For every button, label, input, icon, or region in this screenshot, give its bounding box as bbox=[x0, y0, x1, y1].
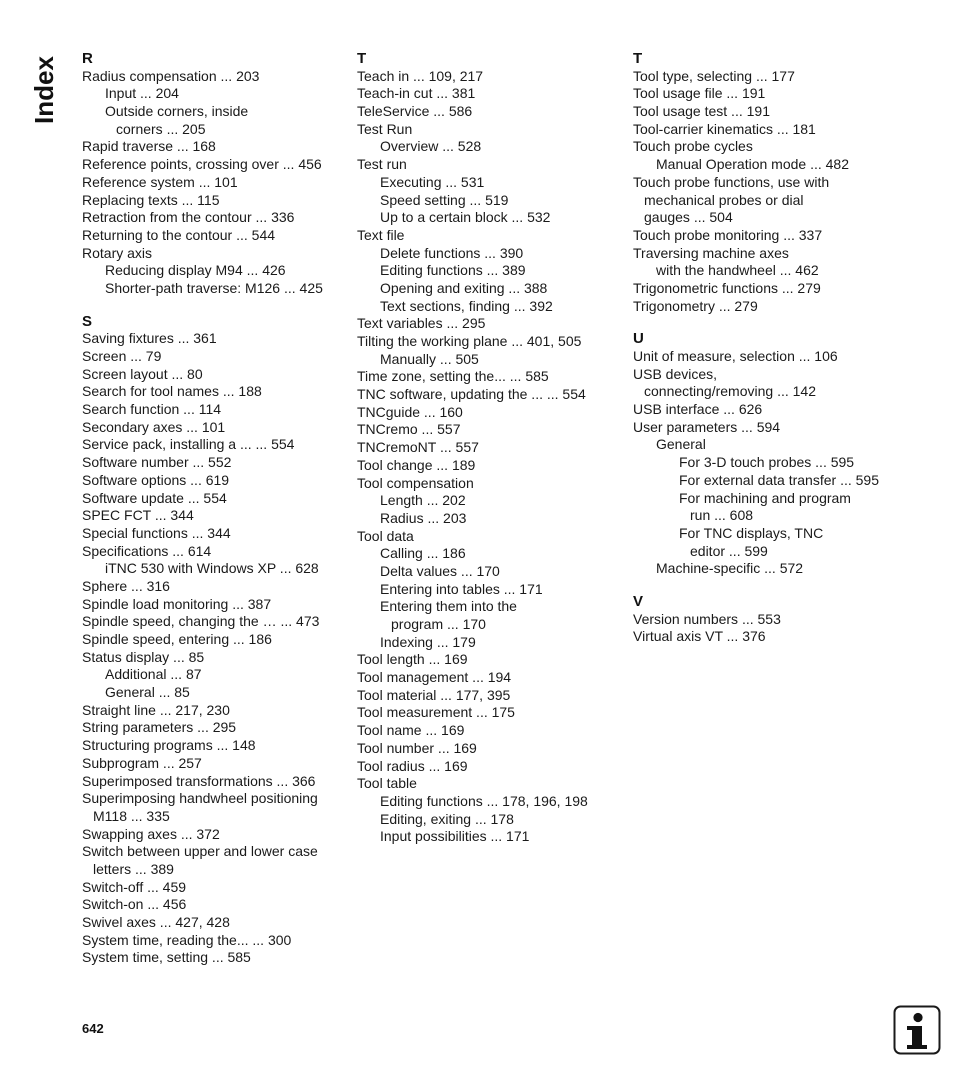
index-entry: For TNC displays, TNC bbox=[679, 524, 824, 541]
index-entry: Superimposing handwheel positioning bbox=[82, 790, 318, 807]
section-heading: T bbox=[357, 50, 367, 67]
index-entry: Speed setting ... 519 bbox=[380, 191, 509, 208]
index-entry: Length ... 202 bbox=[380, 492, 466, 509]
index-section bbox=[82, 313, 352, 967]
index-entry: For machining and program bbox=[679, 489, 851, 506]
index-entry: Outside corners, inside bbox=[105, 103, 249, 120]
index-entry: Screen layout ... 80 bbox=[82, 365, 203, 382]
index-entry: Tool type, selecting ... 177 bbox=[633, 67, 795, 84]
index-entry: Delete functions ... 390 bbox=[380, 244, 524, 261]
index-entry: Radius compensation ... 203 bbox=[82, 67, 260, 84]
index-entry: TNC software, updating the ... ... 554 bbox=[357, 386, 586, 403]
index-entry: For 3-D touch probes ... 595 bbox=[679, 454, 855, 471]
index-entry: Tool-carrier kinematics ... 181 bbox=[633, 120, 816, 137]
index-entry: Input possibilities ... 171 bbox=[380, 828, 530, 845]
index-section bbox=[633, 330, 903, 578]
index-entry: Reference system ... 101 bbox=[82, 173, 238, 190]
index-entry: System time, setting ... 585 bbox=[82, 949, 251, 966]
index-entry: User parameters ... 594 bbox=[633, 418, 781, 435]
index-entry: Replacing texts ... 115 bbox=[82, 191, 220, 208]
index-entry: Tool data bbox=[357, 527, 414, 544]
section-heading: V bbox=[633, 592, 644, 610]
index-entry: TNCremoNT ... 557 bbox=[357, 439, 479, 456]
index-entry: Entering them into the bbox=[380, 598, 517, 615]
index-entry: Overview ... 528 bbox=[380, 138, 482, 155]
index-entry: Virtual axis VT ... 376 bbox=[633, 628, 766, 645]
section-heading: S bbox=[82, 312, 93, 330]
index-entry: TNCguide ... 160 bbox=[357, 403, 463, 420]
index-entry: Tool radius ... 169 bbox=[357, 757, 468, 774]
index-entry: Tool usage test ... 191 bbox=[633, 103, 770, 120]
index-entry: Tool change ... 189 bbox=[357, 456, 476, 473]
index-entry: Search function ... 114 bbox=[82, 401, 222, 418]
index-entry: Tool table bbox=[357, 775, 417, 792]
index-entry: USB devices, bbox=[633, 365, 718, 382]
index-entry: Swapping axes ... 372 bbox=[82, 825, 220, 842]
index-entry: Spindle load monitoring ... 387 bbox=[82, 595, 272, 612]
index-section bbox=[82, 50, 352, 298]
index-entry: Text variables ... 295 bbox=[357, 315, 486, 332]
index-entry: Saving fixtures ... 361 bbox=[82, 330, 217, 347]
index-section bbox=[633, 50, 903, 315]
index-entry-continuation: letters ... 389 bbox=[93, 860, 174, 877]
index-entry: Unit of measure, selection ... 106 bbox=[633, 348, 838, 364]
index-entry: USB interface ... 626 bbox=[633, 401, 763, 418]
index-entry-continuation: connecting/removing ... 142 bbox=[644, 383, 816, 400]
index-entry: Spindle speed, changing the … ... 473 bbox=[82, 613, 320, 630]
index-entry: Tool name ... 169 bbox=[357, 722, 465, 739]
index-entry: Entering into tables ... 171 bbox=[380, 580, 543, 597]
index-entry: Specifications ... 614 bbox=[82, 542, 212, 559]
index-entry: Manual Operation mode ... 482 bbox=[656, 156, 850, 173]
index-entry: Opening and exiting ... 388 bbox=[380, 279, 548, 296]
info-icon bbox=[893, 1005, 941, 1055]
index-entry: Text file bbox=[357, 226, 405, 243]
index-entry: Software number ... 552 bbox=[82, 454, 232, 471]
index-entry: Tool measurement ... 175 bbox=[357, 704, 515, 721]
index-entry: Service pack, installing a ... ... 554 bbox=[82, 436, 295, 453]
index-entry: Sphere ... 316 bbox=[82, 577, 170, 594]
index-entry: Input ... 204 bbox=[105, 85, 179, 102]
index-entry: General bbox=[656, 436, 706, 453]
index-entry: Straight line ... 217, 230 bbox=[82, 701, 230, 718]
page-number: 642 bbox=[82, 1021, 104, 1036]
index-entry: Switch-off ... 459 bbox=[82, 878, 187, 895]
index-column-3 bbox=[633, 50, 903, 661]
index-entry: General ... 85 bbox=[105, 684, 190, 701]
index-entry: Tilting the working plane ... 401, 505 bbox=[357, 333, 582, 349]
index-entry: Superimposed transformations ... 366 bbox=[82, 772, 316, 789]
section-heading: U bbox=[633, 330, 644, 348]
index-entry: Structuring programs ... 148 bbox=[82, 737, 256, 754]
index-entry: Switch between upper and lower case bbox=[82, 843, 318, 860]
index-entry: Secondary axes ... 101 bbox=[82, 418, 226, 435]
index-entry-continuation: program ... 170 bbox=[391, 616, 486, 632]
index-entry: Test Run bbox=[357, 120, 413, 137]
index-entry: Retraction from the contour ... 336 bbox=[82, 209, 295, 226]
index-entry: Tool management ... 194 bbox=[357, 669, 512, 686]
index-entry: Tool length ... 169 bbox=[357, 651, 468, 668]
index-column-1 bbox=[82, 50, 352, 982]
index-entry: Delta values ... 170 bbox=[380, 562, 500, 579]
index-entry-continuation: editor ... 599 bbox=[690, 542, 768, 559]
index-entry-continuation: mechanical probes or dial bbox=[644, 191, 804, 208]
index-column-2 bbox=[357, 50, 627, 861]
index-entry: Trigonometry ... 279 bbox=[633, 297, 758, 314]
index-entry: Touch probe functions, use with bbox=[633, 173, 830, 190]
index-entry: Touch probe cycles bbox=[633, 138, 753, 155]
side-title-text: Index bbox=[29, 56, 59, 124]
index-entry: Machine-specific ... 572 bbox=[656, 560, 804, 577]
index-entry: Shorter-path traverse: M126 ... 425 bbox=[105, 279, 323, 296]
index-entry: Text sections, finding ... 392 bbox=[380, 297, 553, 314]
index-entry: Special functions ... 344 bbox=[82, 524, 231, 541]
index-entry: Executing ... 531 bbox=[380, 173, 485, 190]
index-entry: Tool material ... 177, 395 bbox=[357, 686, 511, 703]
index-entry-continuation: gauges ... 504 bbox=[644, 209, 733, 226]
index-entry: Software options ... 619 bbox=[82, 471, 230, 488]
index-entry: TNCremo ... 557 bbox=[357, 421, 461, 438]
index-entry: Status display ... 85 bbox=[82, 648, 205, 665]
index-entry: Teach-in cut ... 381 bbox=[357, 85, 476, 102]
index-entry: Teach in ... 109, 217 bbox=[357, 67, 484, 84]
index-entry: For external data transfer ... 595 bbox=[679, 471, 879, 488]
index-entry-continuation: corners ... 205 bbox=[116, 120, 206, 137]
index-entry: Version numbers ... 553 bbox=[633, 610, 781, 627]
index-entry: Editing functions ... 389 bbox=[380, 262, 526, 279]
index-section bbox=[633, 593, 903, 646]
section-heading: T bbox=[633, 50, 643, 67]
index-entry: Tool compensation bbox=[357, 474, 474, 491]
index-section bbox=[357, 50, 627, 846]
index-entry: Screen ... 79 bbox=[82, 348, 162, 364]
index-entry: Editing, exiting ... 178 bbox=[380, 810, 514, 827]
index-entry: Switch-on ... 456 bbox=[82, 896, 187, 913]
index-entry: Calling ... 186 bbox=[380, 545, 466, 562]
index-entry: Manually ... 505 bbox=[380, 350, 479, 367]
index-entry: Tool usage file ... 191 bbox=[633, 85, 766, 102]
index-entry: Additional ... 87 bbox=[105, 666, 202, 683]
index-entry-continuation: run ... 608 bbox=[690, 507, 754, 524]
index-entry: String parameters ... 295 bbox=[82, 719, 237, 736]
index-entry: Reducing display M94 ... 426 bbox=[105, 262, 286, 279]
index-entry: Reference points, crossing over ... 456 bbox=[82, 156, 322, 173]
index-entry: Test run bbox=[357, 156, 407, 173]
index-entry: Swivel axes ... 427, 428 bbox=[82, 914, 230, 930]
index-entry: SPEC FCT ... 344 bbox=[82, 507, 194, 524]
side-title bbox=[30, 50, 58, 124]
index-entry: Editing functions ... 178, 196, 198 bbox=[380, 792, 588, 809]
index-entry: Up to a certain block ... 532 bbox=[380, 209, 551, 226]
index-entry: Traversing machine axes bbox=[633, 244, 789, 261]
index-entry: Software update ... 554 bbox=[82, 489, 227, 506]
index-entry: Spindle speed, entering ... 186 bbox=[82, 631, 272, 647]
index-entry: Indexing ... 179 bbox=[380, 633, 476, 650]
index-entry: Touch probe monitoring ... 337 bbox=[633, 226, 823, 243]
index-entry: Search for tool names ... 188 bbox=[82, 383, 262, 400]
index-entry: Radius ... 203 bbox=[380, 509, 467, 526]
index-entry: Trigonometric functions ... 279 bbox=[633, 279, 821, 296]
index-entry: Time zone, setting the... ... 585 bbox=[357, 368, 549, 385]
index-entry-continuation: M118 ... 335 bbox=[93, 807, 170, 824]
index-entry: iTNC 530 with Windows XP ... 628 bbox=[105, 560, 319, 577]
index-entry: Subprogram ... 257 bbox=[82, 754, 202, 771]
index-entry: Tool number ... 169 bbox=[357, 739, 477, 756]
index-entry: TeleService ... 586 bbox=[357, 103, 473, 120]
section-heading: R bbox=[82, 50, 93, 67]
index-entry: with the handwheel ... 462 bbox=[656, 262, 819, 279]
index-entry: Rotary axis bbox=[82, 244, 153, 261]
index-entry: System time, reading the... ... 300 bbox=[82, 931, 292, 948]
index-entry: Returning to the contour ... 544 bbox=[82, 226, 276, 243]
index-entry: Rapid traverse ... 168 bbox=[82, 138, 216, 155]
